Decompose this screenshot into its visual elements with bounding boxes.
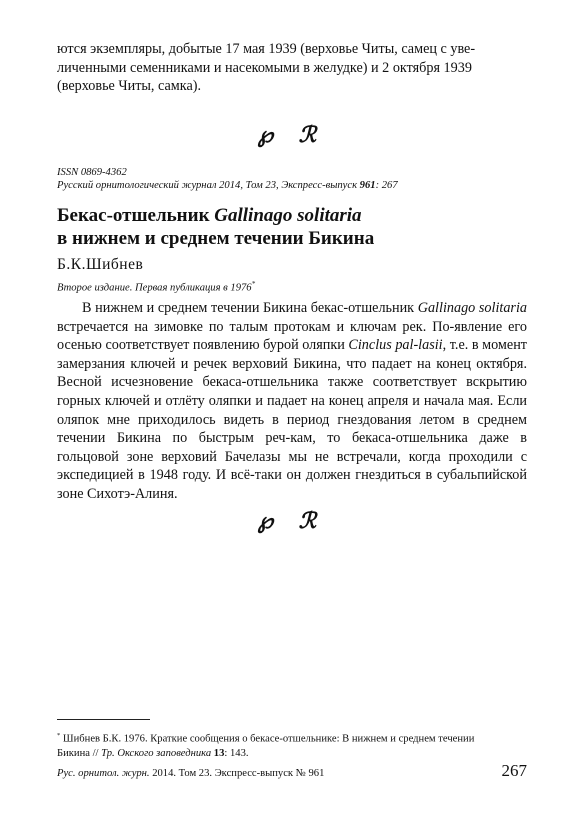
page-number: 267	[501, 761, 527, 780]
footnote-divider	[57, 719, 150, 720]
footnote-volume: 13	[211, 748, 225, 760]
issue-number: 961	[359, 180, 376, 191]
previous-article-end	[57, 40, 527, 96]
journal-pages: : 267	[375, 180, 398, 191]
author: Б.К.Шибнев	[57, 256, 144, 273]
text-line: (верховье Читы, самка).	[57, 78, 202, 95]
journal-abbrev: Рус. орнитол. журн.	[57, 768, 150, 779]
text-line: ются экземпляры, добытые 17 мая 1939 (верховье Читы, самец с уве-	[57, 41, 476, 57]
running-footer-text: 2014. Том 23. Экспресс-выпуск № 961	[149, 768, 325, 779]
footnote	[57, 729, 527, 762]
body-text: В нижнем и среднем течении Бикина бекас-отшельник	[82, 300, 418, 316]
issn: ISSN 0869-4362	[57, 167, 127, 178]
section-ornament: ℘ ℛ	[257, 508, 327, 533]
title-latin-name: Gallinago solitaria	[214, 205, 362, 226]
running-footer	[57, 768, 324, 779]
body-text: , т.е. в момент замерзания ключей и речек верховий Бикина, что падает на конец октября. Весной исчезновение бекаса-отшельника также соответствует вскрытию горных ключей и отлёту оляпки и падает на конец апреля и начала мая. Если оляпок мне приходилось видеть в период гнездования летом в среднем течении Бикина по быстрым реч-кам, то бекаса-отшельника даже в гольцовой зоне верховий Бачелазы мы не встречали, когда проходили с экспедицией в 1948 году. И всё-таки он должен гнездиться в субальпийской зоне Сихотэ-Алиня.	[57, 337, 528, 502]
text-line: личенными семенниками и насекомыми в желудке) и 2 октября 1939	[57, 59, 472, 76]
latin-name: Gallinago solitaria	[417, 300, 527, 316]
page	[57, 0, 527, 820]
section-ornament: ℘ ℛ	[257, 122, 327, 147]
title-text: Бекас-отшельник	[57, 205, 215, 226]
article-title	[57, 204, 527, 250]
footnote-source: Тр. Окского заповедника	[101, 748, 212, 760]
footnote-text: Шибнев Б.К. 1976. Краткие сообщения о бекасе-отшельнике: В нижнем и среднем течении	[60, 733, 475, 745]
edition-note-text: Второе издание. Первая публикация в 1976	[57, 282, 252, 294]
title-line2: в нижнем и среднем течении Бикина	[57, 228, 375, 249]
latin-name: Cinclus pal-lasii	[348, 337, 443, 354]
footnote-mark: *	[251, 280, 256, 288]
journal-name: Русский орнитологический журнал 2014, Том 23, Экспресс-выпуск	[57, 180, 360, 191]
body-text: встречается на зимовке по талым протокам и ключам рек. По-явление его осенью соответствует появлению бурой оляпки	[57, 318, 527, 354]
footnote-mark: *	[57, 732, 61, 739]
footnote-text: Бикина //	[57, 748, 102, 760]
journal-citation	[57, 179, 398, 192]
edition-note	[57, 280, 255, 294]
footnote-pages: : 143.	[224, 748, 249, 760]
article-body	[57, 299, 527, 504]
